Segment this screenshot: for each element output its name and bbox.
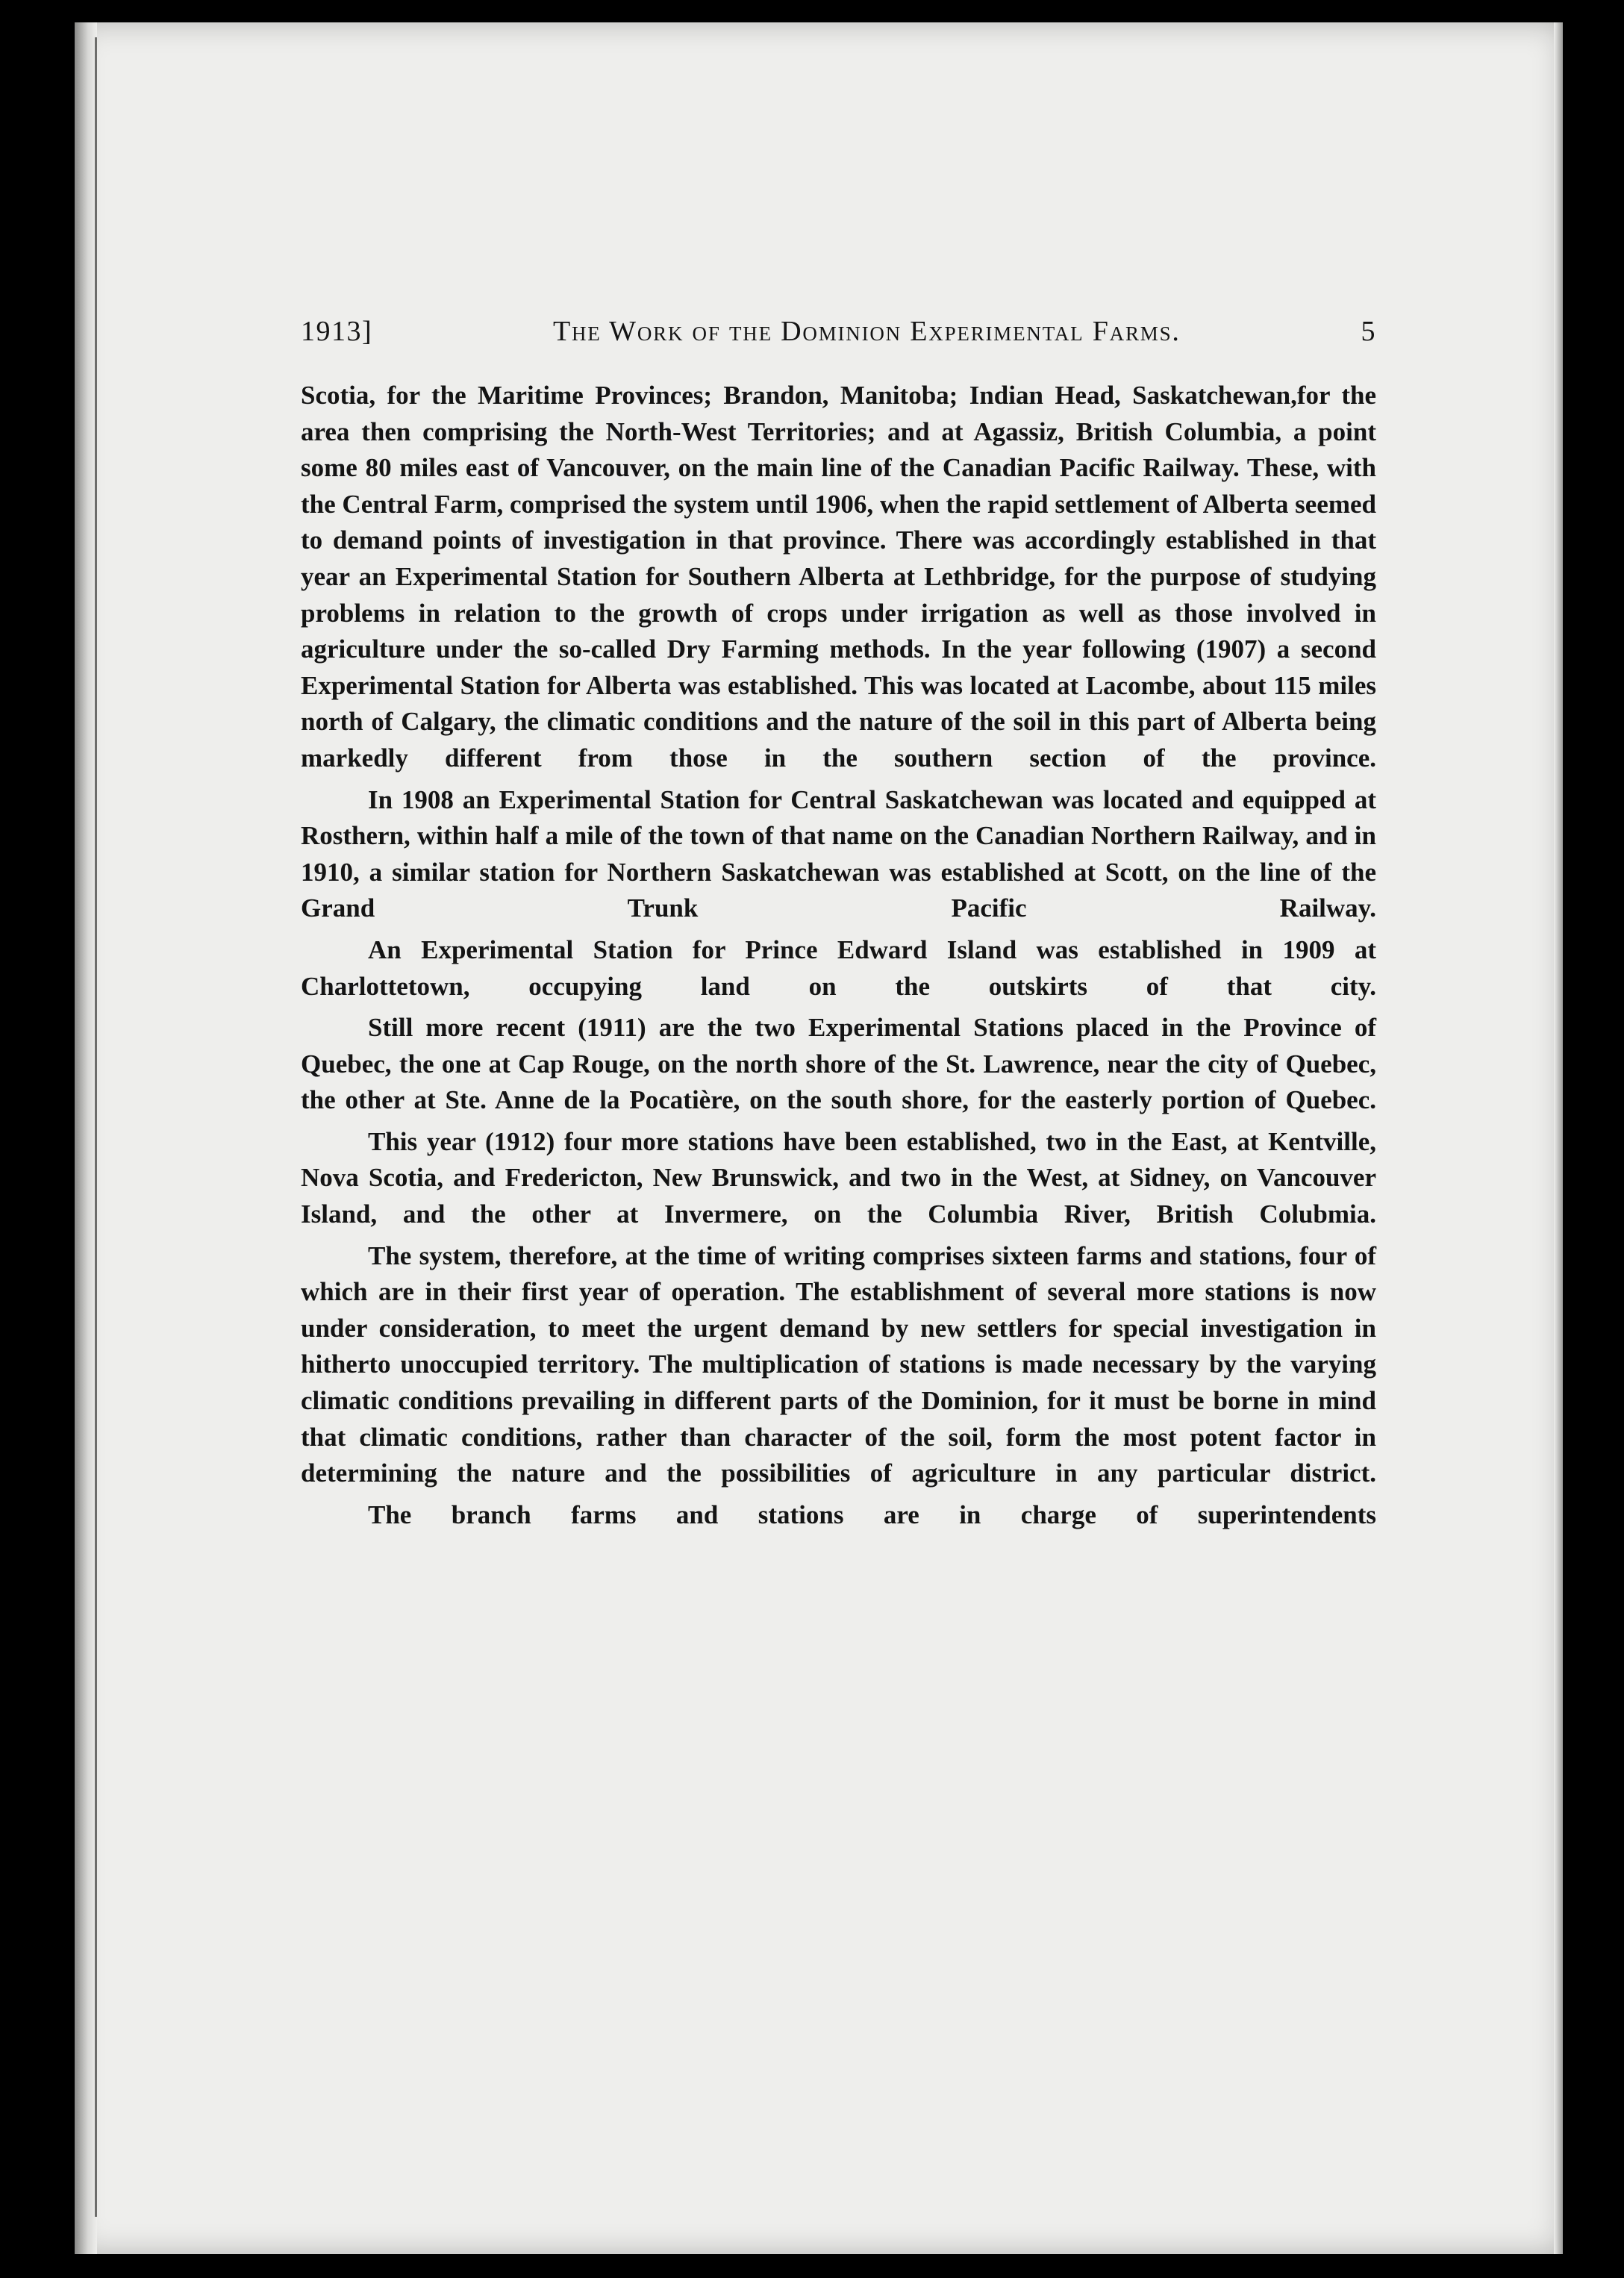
page-fold-line [95, 37, 97, 2217]
page-number: 5 [1361, 316, 1376, 347]
page-gutter-shadow [75, 22, 97, 2254]
running-head-title: The Work of the Dominion Experimental Farms. [552, 316, 1181, 347]
paragraph: The system, therefore, at the time of writing comprises sixteen farms and stations, four of which are in their first year of operation. The establishment of several more stations is now under consideration, to meet the urgent demand by new settlers for special investigation in hitherto unoccupied territory. The multiplication of stations is made necessary by the varying climatic conditions prevailing in different parts of the Dominion, for it must be borne in mind that climatic conditions, rather than character of the soil, form the most potent factor in determining the nature and the possibilities of agriculture in any particular district. [301, 1241, 1376, 1488]
paragraph: Scotia, for the Maritime Provinces; Brandon, Manitoba; Indian Head, Saskatchewan,for the area then comprising the North-West Territories; and at Agassiz, British Columbia, a point some 80 miles east of Vancouver, on the main line of the Canadian Pacific Railway. These, with the Central Farm, comprised the system until 1906, when the rapid settlement of Alberta seemed to demand points of investigation in that province. There was accordingly established in that year an Experimental Station for Southern Alberta at Lethbridge, for the purpose of studying problems in relation to the growth of crops under irrigation as well as those involved in agriculture under the so-called Dry Farming methods. In the year following (1907) a second Experimental Station for Alberta was established. This was located at Lacombe, about 115 miles north of Calgary, the climatic conditions and the nature of the soil in this part of Alberta being markedly different from those in the southern section of the province. [301, 381, 1376, 773]
running-head [301, 313, 1376, 349]
running-head-year: 1913] [301, 316, 373, 347]
page-right-edge [1554, 22, 1563, 2254]
page-content [301, 313, 1376, 1538]
paragraph: In 1908 an Experimental Station for Central Saskatchewan was located and equipped at Rosthern, within half a mile of the town of that name on the Canadian Northern Railway, and in 1910, a similar station for Northern Saskatchewan was established at Scott, on the line of the Grand Trunk Pacific Railway. [301, 784, 1376, 923]
paragraph: This year (1912) four more stations have been established, two in the East, at Kentville, Nova Scotia, and Fredericton, New Brunswick, and two in the West, at Sidney, on Vancouver Island, and the other at Invermere, on the Columbia River, British Colubmia. [301, 1126, 1376, 1229]
book-page [75, 22, 1563, 2254]
paragraph: Still more recent (1911) are the two Experimental Stations placed in the Province of Quebec, the one at Cap Rouge, on the north shore of the St. Lawrence, near the city of Quebec, the other at Ste. Anne de la Pocatière, on the south shore, for the easterly portion of Quebec. [301, 1013, 1376, 1115]
paragraph: The branch farms and stations are in charge of superintendents [368, 1500, 1376, 1529]
paragraph: An Experimental Station for Prince Edward Island was established in 1909 at Charlottetown, occupying land on the outskirts of that city. [301, 934, 1376, 1001]
body-text [301, 378, 1376, 1533]
